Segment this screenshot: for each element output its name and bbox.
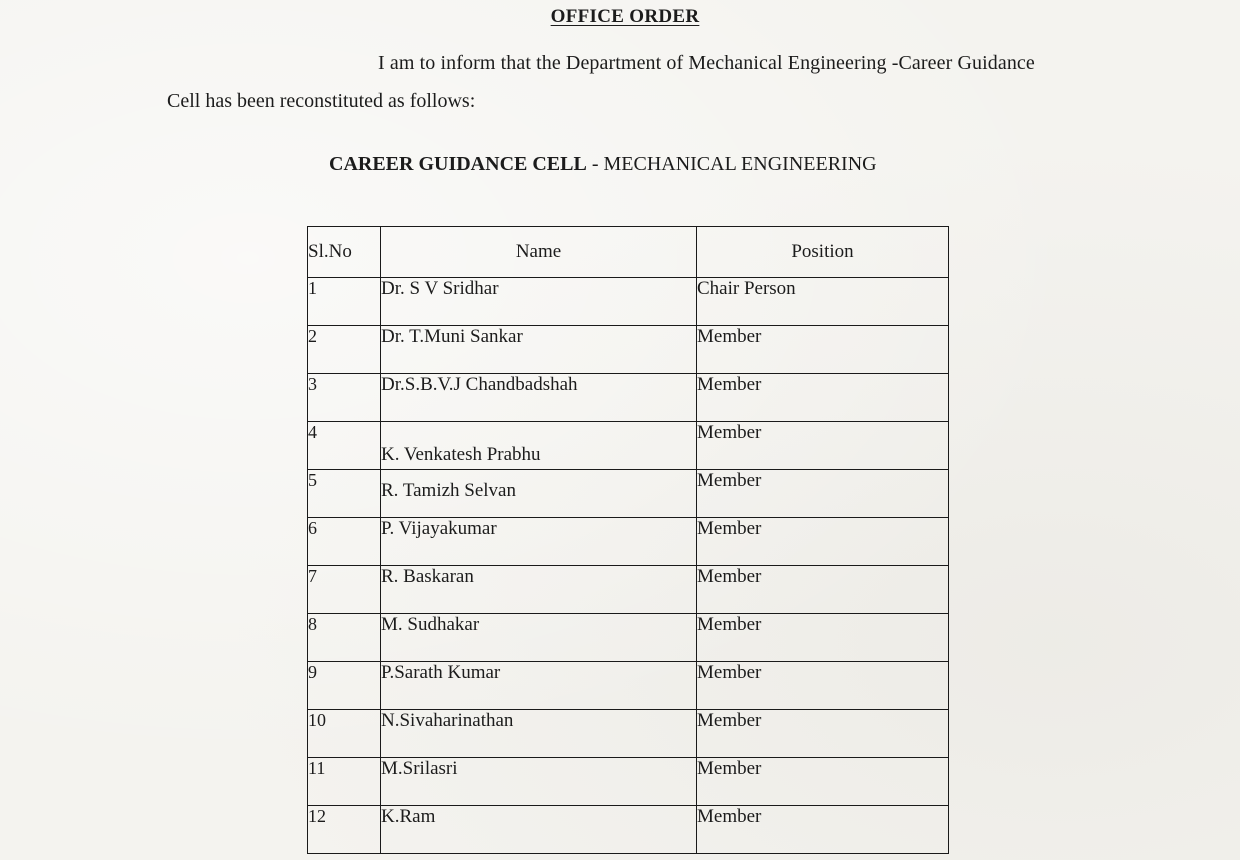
table-row <box>308 326 949 374</box>
row-sl-no: 7 <box>308 566 381 614</box>
row-sl-no: 10 <box>308 710 381 758</box>
intro-text-line-2: Cell has been reconstituted as follows: <box>167 90 476 112</box>
row-sl-no: 11 <box>308 758 381 806</box>
row-position: Member <box>697 374 949 422</box>
intro-text-line-1: I am to inform that the Department of Mechanical Engineering -Career Guidance <box>378 52 1035 74</box>
section-heading-bold: CAREER GUIDANCE CELL <box>329 153 587 175</box>
row-name: K. Venkatesh Prabhu <box>381 422 697 470</box>
row-position: Member <box>697 422 949 470</box>
table-row <box>308 566 949 614</box>
row-name: M. Sudhakar <box>381 614 697 662</box>
row-sl-no: 9 <box>308 662 381 710</box>
table-row <box>308 278 949 326</box>
row-sl-no: 2 <box>308 326 381 374</box>
row-sl-no: 12 <box>308 806 381 854</box>
table-row <box>308 710 949 758</box>
row-name: N.Sivaharinathan <box>381 710 697 758</box>
row-name: Dr. T.Muni Sankar <box>381 326 697 374</box>
table-row <box>308 518 949 566</box>
row-sl-no: 1 <box>308 278 381 326</box>
members-table <box>307 226 949 854</box>
table-row <box>308 470 949 518</box>
row-position: Member <box>697 662 949 710</box>
row-name: Dr.S.B.V.J Chandbadshah <box>381 374 697 422</box>
row-position: Member <box>697 326 949 374</box>
page-title: OFFICE ORDER <box>550 6 700 27</box>
table-row <box>308 614 949 662</box>
row-position: Member <box>697 806 949 854</box>
row-sl-no: 3 <box>308 374 381 422</box>
header-position: Position <box>697 227 949 278</box>
row-name: Dr. S V Sridhar <box>381 278 697 326</box>
row-name: M.Srilasri <box>381 758 697 806</box>
row-position: Member <box>697 710 949 758</box>
row-sl-no: 5 <box>308 470 381 518</box>
table-row <box>308 422 949 470</box>
section-heading <box>329 153 877 176</box>
row-name: R. Tamizh Selvan <box>381 470 697 518</box>
row-sl-no: 6 <box>308 518 381 566</box>
header-name: Name <box>381 227 697 278</box>
row-sl-no: 4 <box>308 422 381 470</box>
row-sl-no: 8 <box>308 614 381 662</box>
table-row <box>308 806 949 854</box>
table-header-row <box>308 227 949 278</box>
row-position: Chair Person <box>697 278 949 326</box>
row-name: P. Vijayakumar <box>381 518 697 566</box>
row-position: Member <box>697 566 949 614</box>
row-position: Member <box>697 614 949 662</box>
row-name: K.Ram <box>381 806 697 854</box>
section-heading-rest: - MECHANICAL ENGINEERING <box>586 153 877 175</box>
table-row <box>308 758 949 806</box>
row-name: R. Baskaran <box>381 566 697 614</box>
header-sl-no: Sl.No <box>308 227 381 278</box>
row-position: Member <box>697 470 949 518</box>
row-name: P.Sarath Kumar <box>381 662 697 710</box>
table-row <box>308 662 949 710</box>
row-position: Member <box>697 518 949 566</box>
table-row <box>308 374 949 422</box>
row-position: Member <box>697 758 949 806</box>
